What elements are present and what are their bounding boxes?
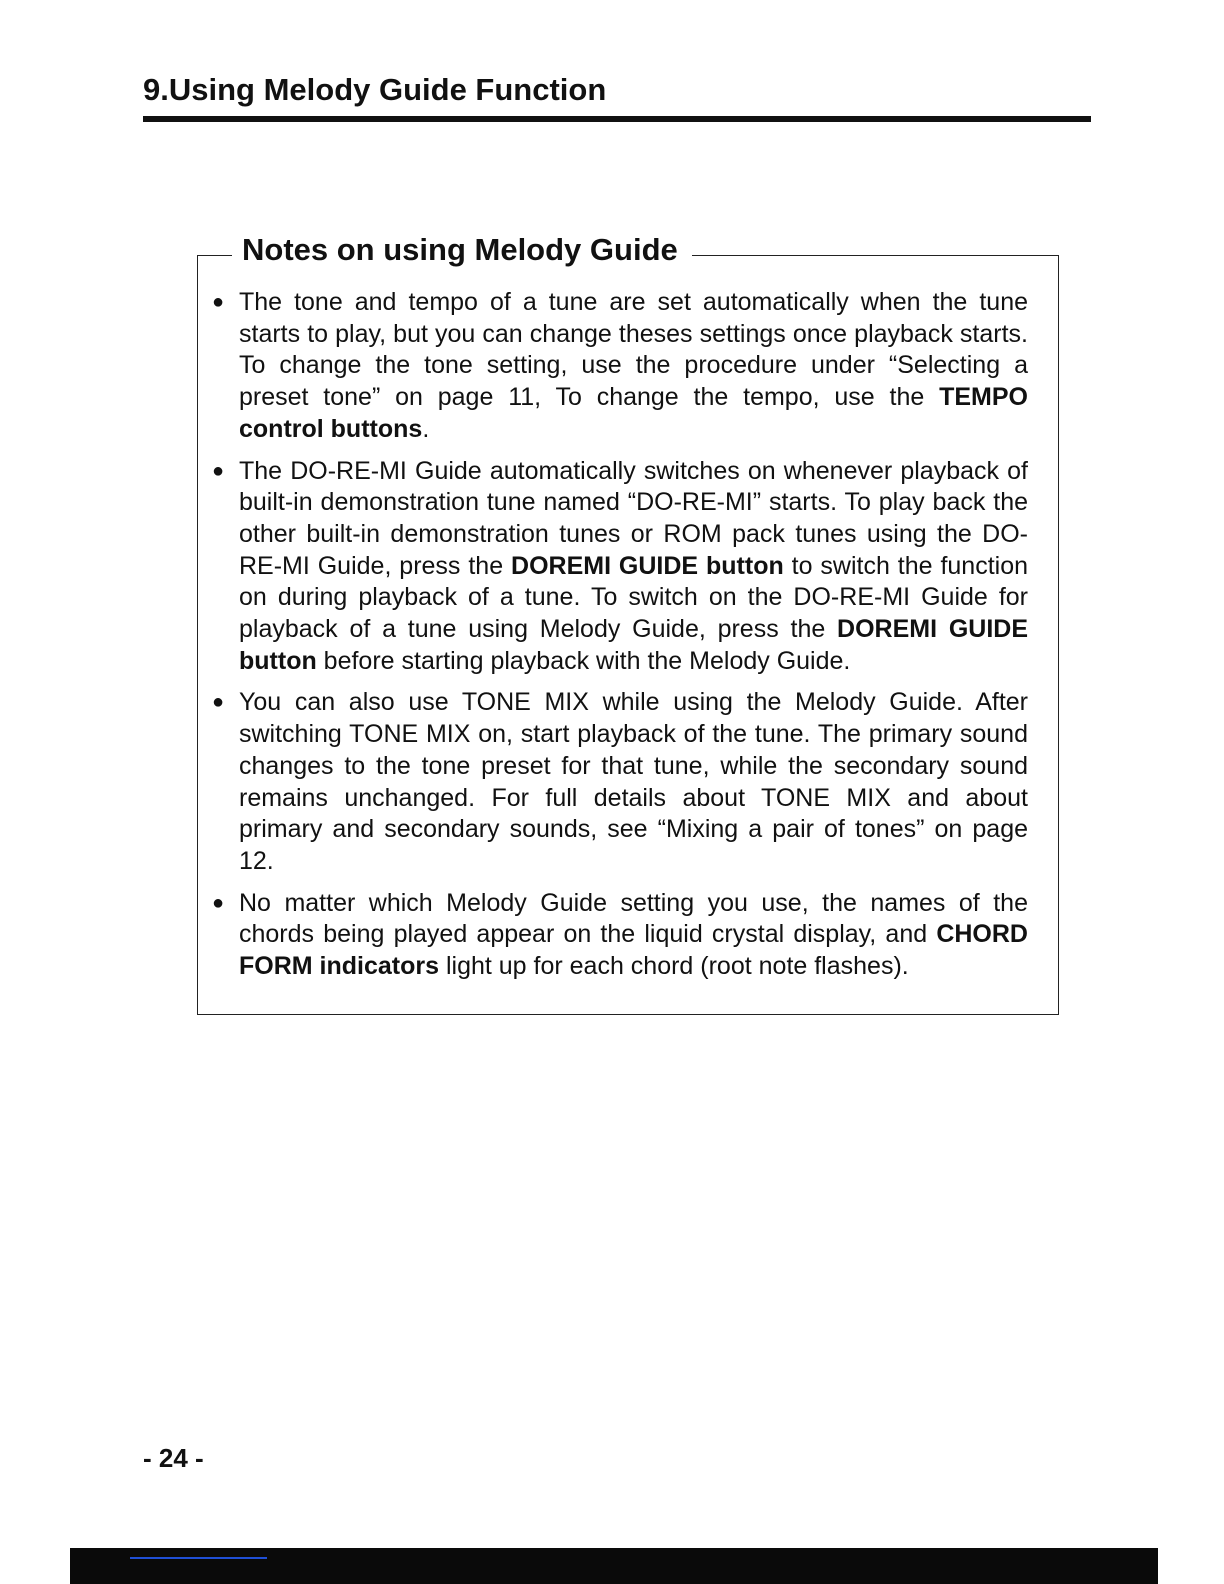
note-emphasis: CHORD FORM indicators	[239, 920, 1028, 981]
page-number: - 24 -	[143, 1443, 204, 1473]
note-text: .	[422, 414, 430, 443]
bullet-icon: ●	[212, 891, 225, 914]
bullet-icon: ●	[212, 291, 225, 313]
note-text: before starting playback with the Melody Guide.	[316, 646, 851, 675]
note-text: light up for each chord (root note flashes).	[439, 952, 909, 981]
notes-title: Notes on using Melody Guide	[232, 232, 692, 268]
note-emphasis: DOREMI GUIDE button	[239, 615, 1028, 675]
note-item-1	[208, 287, 1028, 446]
note-text: The DO-RE-MI Guide automatically switches on whenever playback of built-in demonstration tune named “DO-RE-MI” starts. To play back the other built-in demonstration tunes or ROM pack tunes using the DO-RE-MI Guide, press the	[239, 456, 1028, 580]
note-item-4	[208, 888, 1028, 983]
note-item-3	[208, 687, 1028, 877]
note-text: No matter which Melody Guide setting you use, the names of the chords being played appear on the liquid crystal display, and	[239, 888, 1028, 949]
notes-list	[208, 287, 1028, 993]
header-rule	[143, 116, 1091, 122]
note-item-2	[208, 456, 1028, 678]
bullet-icon: ●	[212, 691, 225, 714]
note-emphasis: TEMPO control buttons	[239, 383, 1028, 443]
bottom-bar-link-line	[130, 1557, 267, 1559]
note-text: You can also use TONE MIX while using the Melody Guide. After switching TONE MIX on, start playback of the tune. The primary sound changes to the tone preset for that tune, while the secondary sound remains unchanged. For full details about TONE MIX and about primary and secondary sounds, see “Mixing a pair of tones” on page 12.	[239, 688, 1028, 875]
note-emphasis: DOREMI GUIDE button	[511, 551, 784, 580]
bottom-bar	[70, 1548, 1158, 1584]
page-title: 9.Using Melody Guide Function	[143, 72, 607, 107]
bullet-icon: ●	[212, 459, 225, 482]
note-text: The tone and tempo of a tune are set automatically when the tune starts to play, but you can change theses settings once playback starts. To change the tone setting, use the procedure under “Selecting a preset tone” on page 11, To change the tempo, use the	[239, 288, 1028, 412]
note-text: to switch the function on during playback of a tune. To switch on the DO-RE-MI Guide for playback of a tune using Melody Guide, press the	[239, 551, 1029, 644]
